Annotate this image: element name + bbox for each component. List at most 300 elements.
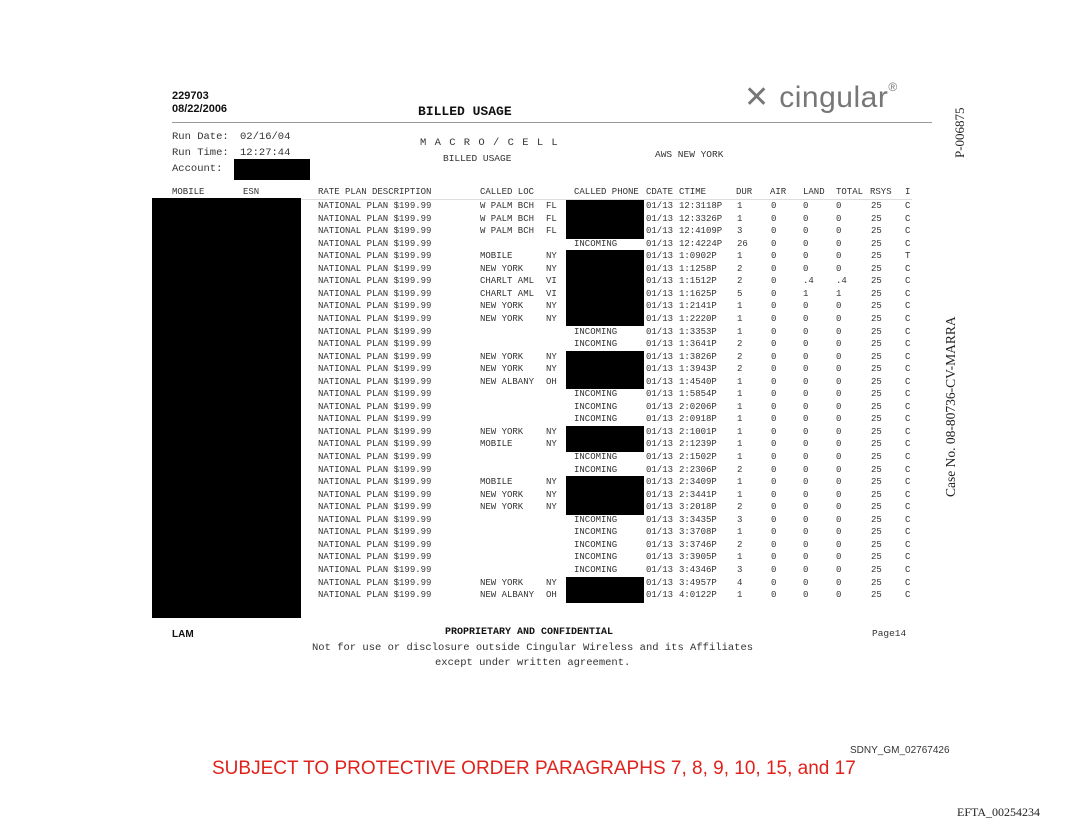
cell-called-phone: INCOMING xyxy=(574,326,618,337)
cell-total: 0 xyxy=(836,514,842,525)
cell-rsys: 25 xyxy=(871,514,882,525)
cell-land: 0 xyxy=(803,590,809,601)
called-phone-redaction xyxy=(566,501,644,515)
table-row xyxy=(0,276,1071,289)
cell-land: 0 xyxy=(803,426,809,437)
cell-i: C xyxy=(905,238,911,249)
cell-called-loc: NEW YORK xyxy=(480,489,524,500)
cell-air: 0 xyxy=(771,376,777,387)
cell-called-phone: INCOMING xyxy=(574,339,618,350)
table-row xyxy=(0,402,1071,415)
cell-land: 0 xyxy=(803,577,809,588)
cell-called-loc: MOBILE xyxy=(480,251,513,262)
cell-rate-plan: NATIONAL PLAN $199.99 xyxy=(318,590,432,601)
cell-called-loc: W PALM BCH xyxy=(480,201,535,211)
cell-cdate: 01/13 xyxy=(646,364,674,375)
cell-dur: 2 xyxy=(737,502,743,513)
cell-called-phone: INCOMING xyxy=(574,464,618,475)
cell-total: 0 xyxy=(836,426,842,437)
cell-ctime: 3:3905P xyxy=(679,552,717,563)
cell-i: C xyxy=(905,577,911,588)
table-row xyxy=(0,327,1071,340)
cell-called-phone: INCOMING xyxy=(574,414,618,425)
cell-total: 0 xyxy=(836,313,842,324)
cell-i: C xyxy=(905,452,911,462)
cell-i: C xyxy=(905,313,911,324)
cell-ctime: 1:0902P xyxy=(679,251,717,262)
cell-land: 0 xyxy=(803,201,809,211)
cell-rate-plan: NATIONAL PLAN $199.99 xyxy=(318,552,432,563)
cell-called-loc: NEW YORK xyxy=(480,426,524,437)
cell-air: 0 xyxy=(771,288,777,299)
cell-rate-plan: NATIONAL PLAN $199.99 xyxy=(318,313,432,324)
cell-rate-plan: NATIONAL PLAN $199.99 xyxy=(318,238,432,249)
cell-i: C xyxy=(905,477,911,488)
cell-called-phone: INCOMING xyxy=(574,452,618,462)
cell-dur: 1 xyxy=(737,414,743,425)
cell-called-loc: MOBILE xyxy=(480,439,513,450)
cell-air: 0 xyxy=(771,564,777,575)
cell-ctime: 1:1512P xyxy=(679,276,717,287)
table-row xyxy=(0,314,1071,327)
cell-rate-plan: NATIONAL PLAN $199.99 xyxy=(318,288,432,299)
cell-cdate: 01/13 xyxy=(646,339,674,350)
cell-called-loc: W PALM BCH xyxy=(480,213,535,224)
cell-i: C xyxy=(905,226,911,237)
called-phone-redaction xyxy=(566,213,644,227)
cell-cdate: 01/13 xyxy=(646,201,674,211)
cell-ctime: 1:3943P xyxy=(679,364,717,375)
table-row xyxy=(0,452,1071,465)
carrier-name: AWS NEW YORK xyxy=(655,149,724,160)
cell-i: C xyxy=(905,288,911,299)
run-date-label: Run Date: xyxy=(172,131,229,143)
cell-total: 0 xyxy=(836,464,842,475)
cell-total: 0 xyxy=(836,539,842,550)
cell-dur: 1 xyxy=(737,590,743,601)
cell-air: 0 xyxy=(771,426,777,437)
cell-called-phone: INCOMING xyxy=(574,389,618,400)
cell-air: 0 xyxy=(771,514,777,525)
cell-air: 0 xyxy=(771,313,777,324)
cell-i: C xyxy=(905,464,911,475)
cell-rsys: 25 xyxy=(871,577,882,588)
called-phone-redaction xyxy=(566,250,644,264)
cell-cdate: 01/13 xyxy=(646,313,674,324)
page-title: BILLED USAGE xyxy=(418,104,512,119)
table-row xyxy=(0,251,1071,264)
cell-rate-plan: NATIONAL PLAN $199.99 xyxy=(318,376,432,387)
cell-i: C xyxy=(905,213,911,224)
cell-ctime: 2:1239P xyxy=(679,439,717,450)
cell-land: 0 xyxy=(803,213,809,224)
cell-land: 0 xyxy=(803,464,809,475)
cell-cdate: 01/13 xyxy=(646,527,674,538)
cell-cdate: 01/13 xyxy=(646,376,674,387)
cell-total: 0 xyxy=(836,552,842,563)
cell-rsys: 25 xyxy=(871,489,882,500)
cell-i: C xyxy=(905,364,911,375)
cell-cdate: 01/13 xyxy=(646,564,674,575)
account-label: Account: xyxy=(172,163,223,175)
cell-air: 0 xyxy=(771,439,777,450)
cell-ctime: 1:1258P xyxy=(679,263,717,274)
called-phone-redaction xyxy=(566,376,644,390)
cell-called-loc: NEW ALBANY xyxy=(480,590,535,601)
header-rule xyxy=(172,122,932,123)
col-rate-plan: RATE PLAN DESCRIPTION xyxy=(318,187,432,197)
cell-ctime: 12:3118P xyxy=(679,201,723,211)
cell-land: 0 xyxy=(803,263,809,274)
col-ctime: CTIME xyxy=(679,187,707,197)
run-time: 12:27:44 xyxy=(240,147,291,159)
cell-total: 0 xyxy=(836,238,842,249)
efta-number: EFTA_00254234 xyxy=(957,805,1041,819)
cell-rsys: 25 xyxy=(871,238,882,249)
cell-i: C xyxy=(905,439,911,450)
cell-rsys: 25 xyxy=(871,313,882,324)
cell-rate-plan: NATIONAL PLAN $199.99 xyxy=(318,464,432,475)
cell-dur: 2 xyxy=(737,464,743,475)
exhibit-number: P-006875 xyxy=(952,107,967,158)
cell-total: .4 xyxy=(836,276,847,287)
cell-dur: 4 xyxy=(737,577,743,588)
cell-ctime: 3:3435P xyxy=(679,514,717,525)
logo-mark-icon: ✕ xyxy=(744,81,770,114)
cell-dur: 1 xyxy=(737,313,743,324)
called-phone-redaction xyxy=(566,363,644,377)
cell-called-loc: CHARLT AML xyxy=(480,288,535,299)
cell-called-loc: NEW YORK xyxy=(480,301,524,312)
cell-land: 0 xyxy=(803,339,809,350)
cell-cdate: 01/13 xyxy=(646,514,674,525)
cell-dur: 1 xyxy=(737,213,743,224)
cell-land: 0 xyxy=(803,301,809,312)
cell-ctime: 12:3326P xyxy=(679,213,723,224)
cell-state: NY xyxy=(546,489,557,500)
cell-air: 0 xyxy=(771,502,777,513)
table-row xyxy=(0,490,1071,503)
cell-rate-plan: NATIONAL PLAN $199.99 xyxy=(318,263,432,274)
cell-dur: 26 xyxy=(737,238,748,249)
cell-called-phone: INCOMING xyxy=(574,514,618,525)
cell-air: 0 xyxy=(771,326,777,337)
col-called-phone: CALLED PHONE xyxy=(574,187,639,197)
cell-land: 0 xyxy=(803,489,809,500)
cell-i: C xyxy=(905,564,911,575)
notice-line-1: Not for use or disclosure outside Cingular Wireless and its Affiliates xyxy=(312,642,754,654)
cell-ctime: 3:4346P xyxy=(679,564,717,575)
cell-rsys: 25 xyxy=(871,263,882,274)
account-redaction xyxy=(234,159,310,180)
cell-rate-plan: NATIONAL PLAN $199.99 xyxy=(318,351,432,362)
cell-rate-plan: NATIONAL PLAN $199.99 xyxy=(318,326,432,337)
called-phone-redaction xyxy=(566,577,644,591)
cell-total: 0 xyxy=(836,351,842,362)
table-row xyxy=(0,364,1071,377)
cell-total: 0 xyxy=(836,439,842,450)
cell-rsys: 25 xyxy=(871,552,882,563)
cell-ctime: 1:3353P xyxy=(679,326,717,337)
cell-ctime: 3:2018P xyxy=(679,502,717,513)
cell-ctime: 1:3826P xyxy=(679,351,717,362)
cell-land: 0 xyxy=(803,326,809,337)
doc-number: 229703 xyxy=(172,90,209,102)
cell-land: 0 xyxy=(803,439,809,450)
cell-land: 0 xyxy=(803,502,809,513)
cell-dur: 2 xyxy=(737,263,743,274)
cell-dur: 1 xyxy=(737,527,743,538)
called-phone-redaction xyxy=(566,438,644,452)
col-rsys: RSYS xyxy=(870,187,892,197)
cell-rate-plan: NATIONAL PLAN $199.99 xyxy=(318,301,432,312)
cell-dur: 1 xyxy=(737,426,743,437)
cell-air: 0 xyxy=(771,339,777,350)
cell-rsys: 25 xyxy=(871,276,882,287)
run-date: 02/16/04 xyxy=(240,131,291,143)
table-row xyxy=(0,477,1071,490)
cell-dur: 1 xyxy=(737,477,743,488)
cell-rate-plan: NATIONAL PLAN $199.99 xyxy=(318,389,432,400)
cell-air: 0 xyxy=(771,527,777,538)
cell-state: OH xyxy=(546,590,557,601)
cell-rate-plan: NATIONAL PLAN $199.99 xyxy=(318,339,432,350)
cell-called-loc: NEW ALBANY xyxy=(480,376,535,387)
table-row xyxy=(0,439,1071,452)
cell-ctime: 2:2306P xyxy=(679,464,717,475)
table-row xyxy=(0,552,1071,565)
cell-total: 0 xyxy=(836,564,842,575)
cell-dur: 1 xyxy=(737,326,743,337)
cell-called-phone: INCOMING xyxy=(574,539,618,550)
cell-cdate: 01/13 xyxy=(646,426,674,437)
cell-air: 0 xyxy=(771,489,777,500)
cell-land: 0 xyxy=(803,401,809,412)
cell-called-phone: INCOMING xyxy=(574,564,618,575)
cell-rate-plan: NATIONAL PLAN $199.99 xyxy=(318,201,432,211)
table-row xyxy=(0,590,1071,603)
cell-land: 0 xyxy=(803,452,809,462)
cell-ctime: 3:4957P xyxy=(679,577,717,588)
cell-land: 0 xyxy=(803,376,809,387)
cell-air: 0 xyxy=(771,213,777,224)
cell-rate-plan: NATIONAL PLAN $199.99 xyxy=(318,251,432,262)
col-dur: DUR xyxy=(736,187,753,197)
cell-ctime: 2:3409P xyxy=(679,477,717,488)
cell-cdate: 01/13 xyxy=(646,552,674,563)
cell-i: C xyxy=(905,502,911,513)
table-row xyxy=(0,414,1071,427)
cell-ctime: 1:5854P xyxy=(679,389,717,400)
cell-rsys: 25 xyxy=(871,213,882,224)
cell-total: 0 xyxy=(836,263,842,274)
cell-land: 0 xyxy=(803,552,809,563)
cell-total: 0 xyxy=(836,414,842,425)
cell-called-loc: NEW YORK xyxy=(480,263,524,274)
cell-state: OH xyxy=(546,376,557,387)
cell-state: NY xyxy=(546,301,557,312)
col-esn: ESN xyxy=(243,187,260,197)
cell-rate-plan: NATIONAL PLAN $199.99 xyxy=(318,213,432,224)
table-row xyxy=(0,565,1071,578)
cell-rsys: 25 xyxy=(871,502,882,513)
cell-ctime: 1:1625P xyxy=(679,288,717,299)
cell-ctime: 2:0206P xyxy=(679,401,717,412)
table-row xyxy=(0,540,1071,553)
cell-cdate: 01/13 xyxy=(646,452,674,462)
cell-rsys: 25 xyxy=(871,590,882,601)
cell-rate-plan: NATIONAL PLAN $199.99 xyxy=(318,539,432,550)
cell-state: NY xyxy=(546,439,557,450)
cell-cdate: 01/13 xyxy=(646,590,674,601)
cell-called-phone: INCOMING xyxy=(574,401,618,412)
footer-initials: LAM xyxy=(172,629,194,640)
cell-dur: 1 xyxy=(737,401,743,412)
table-row xyxy=(0,389,1071,402)
col-cdate: CDATE xyxy=(646,187,674,197)
cell-state: NY xyxy=(546,263,557,274)
cell-rate-plan: NATIONAL PLAN $199.99 xyxy=(318,527,432,538)
cell-rsys: 25 xyxy=(871,364,882,375)
cell-air: 0 xyxy=(771,452,777,462)
cell-total: 1 xyxy=(836,288,842,299)
cell-dur: 1 xyxy=(737,452,743,462)
table-row xyxy=(0,214,1071,227)
cell-air: 0 xyxy=(771,577,777,588)
cell-state: FL xyxy=(546,213,557,224)
table-row xyxy=(0,239,1071,252)
cell-ctime: 1:2141P xyxy=(679,301,717,312)
cell-rate-plan: NATIONAL PLAN $199.99 xyxy=(318,364,432,375)
called-phone-redaction xyxy=(566,263,644,277)
cell-total: 0 xyxy=(836,251,842,262)
cell-i: C xyxy=(905,326,911,337)
doc-date: 08/22/2006 xyxy=(172,103,228,115)
called-phone-redaction xyxy=(566,275,644,289)
cell-air: 0 xyxy=(771,201,777,211)
cell-total: 0 xyxy=(836,452,842,462)
cell-land: 0 xyxy=(803,414,809,425)
cell-dur: 3 xyxy=(737,514,743,525)
cell-dur: 2 xyxy=(737,276,743,287)
called-phone-redaction xyxy=(566,200,644,214)
cell-total: 0 xyxy=(836,401,842,412)
cell-air: 0 xyxy=(771,590,777,601)
logo-text: cingular xyxy=(779,81,889,114)
cell-dur: 1 xyxy=(737,389,743,400)
called-phone-redaction xyxy=(566,225,644,239)
col-called-loc: CALLED LOC xyxy=(480,187,535,197)
cell-i: C xyxy=(905,489,911,500)
cell-land: 0 xyxy=(803,351,809,362)
cell-called-loc: NEW YORK xyxy=(480,502,524,513)
cell-rsys: 25 xyxy=(871,401,882,412)
cell-cdate: 01/13 xyxy=(646,251,674,262)
cell-called-loc: NEW YORK xyxy=(480,577,524,588)
called-phone-redaction xyxy=(566,426,644,440)
cell-cdate: 01/13 xyxy=(646,276,674,287)
cell-land: 0 xyxy=(803,251,809,262)
cell-cdate: 01/13 xyxy=(646,464,674,475)
cell-rate-plan: NATIONAL PLAN $199.99 xyxy=(318,577,432,588)
cell-state: NY xyxy=(546,477,557,488)
cell-cdate: 01/13 xyxy=(646,288,674,299)
cell-total: 0 xyxy=(836,226,842,237)
cell-i: C xyxy=(905,539,911,550)
cell-dur: 2 xyxy=(737,364,743,375)
cell-air: 0 xyxy=(771,464,777,475)
cell-called-phone: INCOMING xyxy=(574,552,618,563)
cell-total: 0 xyxy=(836,339,842,350)
cell-land: 0 xyxy=(803,226,809,237)
cell-air: 0 xyxy=(771,238,777,249)
cell-rsys: 25 xyxy=(871,376,882,387)
table-row xyxy=(0,515,1071,528)
cell-called-phone: INCOMING xyxy=(574,527,618,538)
cell-rate-plan: NATIONAL PLAN $199.99 xyxy=(318,426,432,437)
cell-i: C xyxy=(905,276,911,287)
cell-ctime: 2:0918P xyxy=(679,414,717,425)
report-name: M A C R O / C E L L xyxy=(420,137,559,149)
cell-rsys: 25 xyxy=(871,439,882,450)
cell-air: 0 xyxy=(771,389,777,400)
cell-state: VI xyxy=(546,276,557,287)
cell-i: C xyxy=(905,263,911,274)
cell-rsys: 25 xyxy=(871,326,882,337)
registered-mark: ® xyxy=(888,80,898,94)
cell-state: NY xyxy=(546,251,557,262)
called-phone-redaction xyxy=(566,288,644,302)
cell-cdate: 01/13 xyxy=(646,389,674,400)
cell-rate-plan: NATIONAL PLAN $199.99 xyxy=(318,401,432,412)
table-row xyxy=(0,377,1071,390)
cell-land: 1 xyxy=(803,288,809,299)
cell-cdate: 01/13 xyxy=(646,301,674,312)
cell-rsys: 25 xyxy=(871,301,882,312)
cell-total: 0 xyxy=(836,477,842,488)
cell-ctime: 2:1001P xyxy=(679,426,717,437)
cell-called-loc: W PALM BCH xyxy=(480,226,535,237)
cell-i: C xyxy=(905,527,911,538)
cell-air: 0 xyxy=(771,401,777,412)
cell-dur: 2 xyxy=(737,539,743,550)
cell-total: 0 xyxy=(836,590,842,601)
table-row xyxy=(0,301,1071,314)
cell-air: 0 xyxy=(771,414,777,425)
cell-air: 0 xyxy=(771,251,777,262)
cell-air: 0 xyxy=(771,552,777,563)
protective-order-notice: SUBJECT TO PROTECTIVE ORDER PARAGRAPHS 7, 8, 9, 10, 15, and 17 xyxy=(212,758,856,779)
cell-rate-plan: NATIONAL PLAN $199.99 xyxy=(318,452,432,462)
cell-rsys: 25 xyxy=(871,201,882,211)
cell-state: NY xyxy=(546,426,557,437)
cell-dur: 1 xyxy=(737,489,743,500)
cell-total: 0 xyxy=(836,201,842,211)
cell-i: T xyxy=(905,251,911,262)
cell-rate-plan: NATIONAL PLAN $199.99 xyxy=(318,439,432,450)
cell-rsys: 25 xyxy=(871,539,882,550)
cell-total: 0 xyxy=(836,376,842,387)
called-phone-redaction xyxy=(566,300,644,314)
table-row xyxy=(0,578,1071,591)
cell-state: VI xyxy=(546,288,557,299)
cell-air: 0 xyxy=(771,276,777,287)
cell-rsys: 25 xyxy=(871,426,882,437)
case-number: Case No. 08-80736-CV-MARRA xyxy=(943,316,958,497)
cell-air: 0 xyxy=(771,477,777,488)
cell-total: 0 xyxy=(836,364,842,375)
cell-called-loc: NEW YORK xyxy=(480,351,524,362)
